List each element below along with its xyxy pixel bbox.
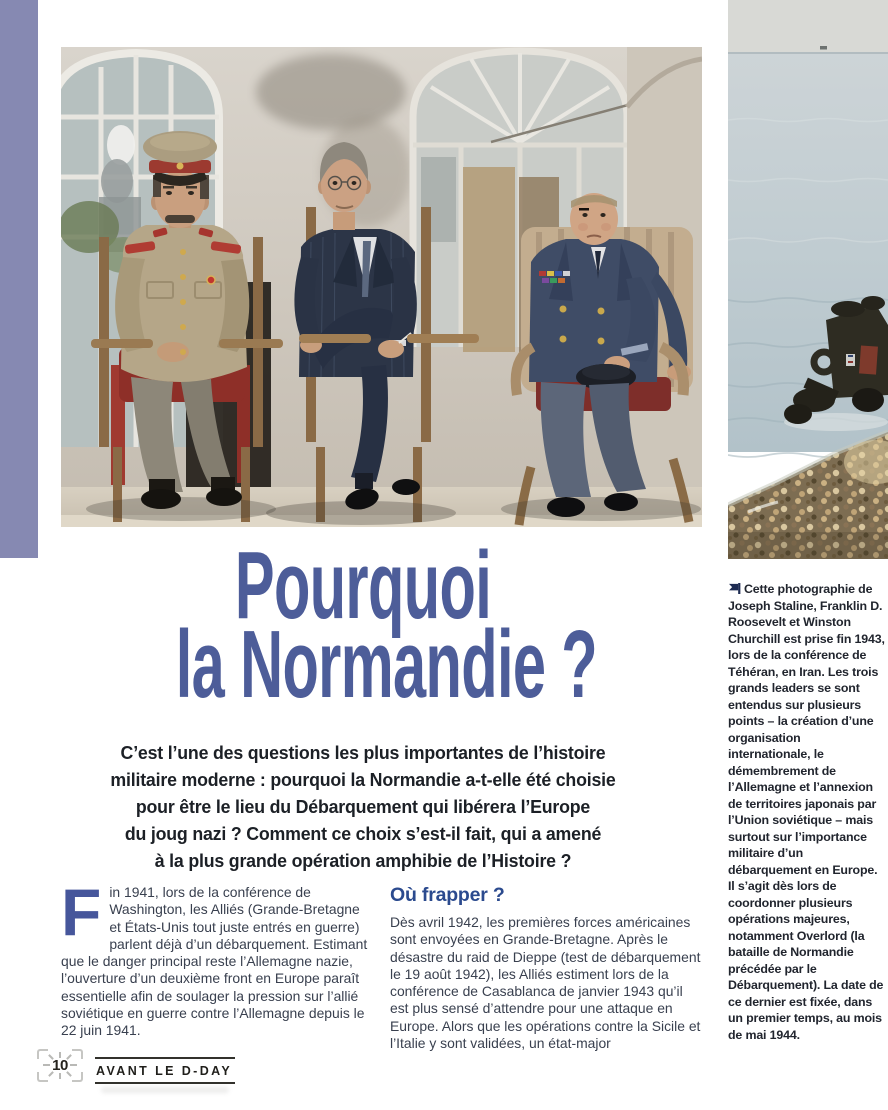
dropcap: F — [61, 875, 102, 949]
flag-icon — [728, 582, 741, 593]
footer-section-text: AVANT LE D-DAY — [95, 1057, 235, 1084]
page-title-line-1: Pourquoi — [234, 532, 492, 639]
accent-bar — [0, 0, 38, 558]
intro-line: militaire moderne : pourquoi la Normandie a-t-elle été choisie — [110, 769, 616, 790]
tehran-conference-photo — [61, 47, 702, 527]
page-number-badge — [37, 1049, 83, 1082]
article-paragraph-1: in 1941, lors de la conférence de Washington, les Alliés (Grande-Bretagne et États-Unis tout juste entrés en guerre) parlent déjà d’un débarquement. Estimant que le danger principal reste l’Allemagne nazie, l’ouverture d’un deuxième front en Europe paraît essentielle afin de soulager la pression sur l’allié soviétique en guerre contre l’Allemagne depuis le 22 juin 1941. — [61, 884, 368, 1039]
intro-line: du joug nazi ? Comment ce choix s’est-il fait, qui a amené — [124, 823, 602, 844]
article-column-1 — [61, 875, 374, 1040]
beach-photo-illustration — [728, 0, 888, 559]
page-title-line-2: la Normandie ? — [175, 611, 598, 718]
footer-section-label — [95, 1057, 235, 1093]
page-number: 10 — [52, 1057, 68, 1074]
page-title — [61, 532, 665, 718]
beach-landing-photo — [728, 0, 888, 559]
article-column-2 — [390, 884, 702, 1052]
intro-line: C’est l’une des questions les plus importantes de l’histoire — [120, 742, 606, 763]
photo-caption-text: Cette photographie de Joseph Staline, Franklin D. Roosevelt et Winston Churchill est prise fin 1943, lors de la conférence de Téhéran, en Iran. Les trois grands leaders se sont entendus sur plusieurs points – la création d’une organisation internationale, le démembrement de l’Allemagne et l’annexion de territoires japonais par l’Union soviétique – mais surtout sur l’importance militaire d’un débarquement en Europe. Il s’agit dès lors de coordonner plusieurs opérations majeures, notamment Overlord (la bataille de Normandie précédée par le Débarquement). La date de ce dernier est fixée, dans un premier temps, au mois de mai 1944. — [728, 582, 885, 1042]
section-heading: Où frapper ? — [390, 884, 505, 906]
article-paragraph-2: Dès avril 1942, les premières forces américaines sont envoyées en Grande-Bretagne. Après le désastre du raid de Dieppe (test de débarquement le 19 août 1942), les Alliés estiment lors de la conférence de Casablanca de janvier 1943 qu’il est plus sensé d’attendre pour une attaque en Europe. Alors que les opérations contre la Sicile et l’Italie y sont validées, un état-major — [390, 914, 701, 1052]
tehran-photo-illustration — [61, 47, 702, 527]
footer-shadow — [101, 1087, 229, 1093]
intro-line: à la plus grande opération amphibie de l’Histoire ? — [154, 850, 572, 871]
photo-caption — [728, 581, 885, 1043]
intro-line: pour être le lieu du Débarquement qui libérera l’Europe — [135, 796, 591, 817]
intro-paragraph — [61, 739, 665, 874]
